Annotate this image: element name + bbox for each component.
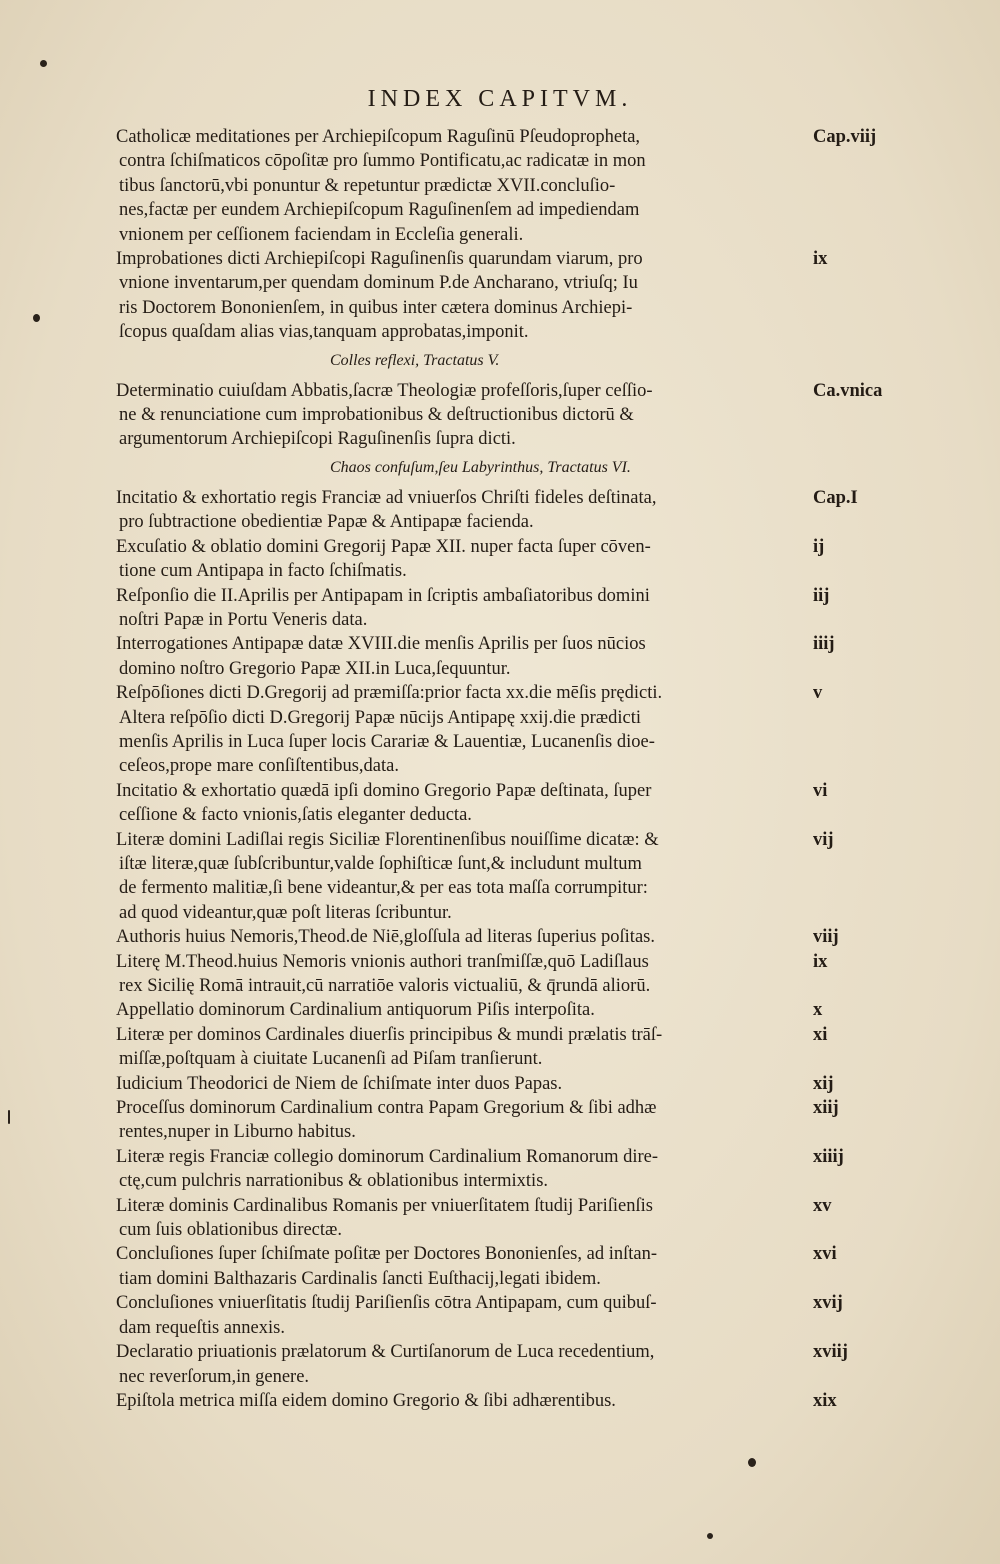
entry-line: Literæ dominis Cardinalibus Romanis per vniuerſitatem ſtudij Pariſienſis xyxy=(116,1195,653,1216)
chapter-number: xv xyxy=(813,1195,832,1216)
index-entry xyxy=(116,584,986,633)
entry-line: Literę M.Theod.huius Nemoris vnionis authori tranſmiſſæ,quō Ladiſlaus xyxy=(116,951,649,972)
entry-line: Literæ per dominos Cardinales diuerſis principibus & mundi prælatis trāſ- xyxy=(116,1024,663,1045)
index-entry xyxy=(116,1340,986,1389)
entry-line: rentes,nuper in Liburno habitus. xyxy=(119,1122,356,1143)
index-entry xyxy=(116,535,986,584)
entry-line: dam requeſtis annexis. xyxy=(119,1317,285,1338)
entry-line: contra ſchiſmaticos cōpoſitæ pro ſummo Pontificatu,ac radicatæ in mon xyxy=(119,151,646,172)
index-entry xyxy=(116,950,986,999)
chapter-number: ij xyxy=(813,536,825,557)
entry-line: menſis Aprilis in Luca ſuper locis Carariæ & Lauentiæ, Lucanenſis dioe- xyxy=(119,731,655,752)
index-entry xyxy=(116,925,986,949)
chapter-number: ix xyxy=(813,951,828,972)
entry-line: argumentorum Archiepiſcopi Raguſinenſis ſupra dicti. xyxy=(119,429,516,450)
index-entry xyxy=(116,1242,986,1291)
entry-line: Authoris huius Nemoris,Theod.de Niē,gloſſula ad literas ſuperius poſitas. xyxy=(116,927,655,948)
chapter-number: Cap.I xyxy=(813,487,858,508)
index-entry xyxy=(116,1072,986,1096)
entry-line: Reſpōſiones dicti D.Gregorij ad præmiſſa:prior facta xx.die mēſis prędicti. xyxy=(116,683,663,704)
entry-line: Excuſatio & oblatio domini Gregorij Papæ XII. nuper facta ſuper cōven- xyxy=(116,536,651,557)
ink-speck xyxy=(8,1110,10,1124)
entry-line: ceſeos,prope mare conſiſtentibus,data. xyxy=(119,756,399,777)
chapter-number: xvij xyxy=(813,1293,843,1314)
entry-line: ad quod videantur,quæ poſt literas ſcribuntur. xyxy=(119,902,452,923)
entry-line: nec reverſorum,in genere. xyxy=(119,1366,310,1387)
entry-line: cum ſuis oblationibus directæ. xyxy=(119,1220,343,1241)
entry-line: tiam domini Balthazaris Cardinalis ſancti Euſthacij,legati ibidem. xyxy=(119,1268,601,1289)
section-heading: Colles reflexi, Tractatus V. xyxy=(330,351,500,369)
index-entry xyxy=(116,779,986,828)
ink-speck xyxy=(748,1458,756,1467)
chapter-number: xi xyxy=(813,1024,828,1045)
entry-line: Declaratio priuationis prælatorum & Curtiſanorum de Luca recedentium, xyxy=(116,1342,655,1363)
ink-speck xyxy=(707,1533,713,1539)
chapter-number: Cap.viij xyxy=(813,127,877,147)
ink-speck xyxy=(33,314,40,322)
index-entry xyxy=(116,632,986,681)
entry-line: de fermento malitiæ,ſi bene videantur,& per eas tota maſſa corrumpitur: xyxy=(119,878,648,899)
entry-line: Interrogationes Antipapæ datæ XVIII.die menſis Aprilis per ſuos nūcios xyxy=(116,634,646,655)
entry-line: vnionem per ceſſionem faciendam in Eccleſia generali. xyxy=(119,224,524,245)
index-entry xyxy=(116,379,986,452)
chapter-number: xij xyxy=(813,1073,834,1094)
index-entry xyxy=(116,998,986,1022)
entry-line: ris Doctorem Bononienſem, in quibus inter cætera dominus Archiepi- xyxy=(119,297,633,318)
entry-line: Catholicæ meditationes per Archiepiſcopum Raguſinū Pſeudopropheta, xyxy=(116,127,641,147)
chapter-number: Ca.vnica xyxy=(813,380,883,401)
section-heading: Chaos confuſum,ſeu Labyrinthus, Tractatus VI. xyxy=(330,458,631,476)
entry-line: Incitatio & exhortatio quædā ipſi domino Gregorio Papæ deſtinata, ſuper xyxy=(116,780,652,801)
entry-line: nes,factæ per eundem Archiepiſcopum Raguſinenſem ad impediendam xyxy=(119,200,640,221)
chapter-number: xvi xyxy=(813,1244,837,1265)
page-header: INDEX CAPITVM. xyxy=(367,86,633,112)
entry-line: Literæ regis Franciæ collegio dominorum Cardinalium Romanorum dire- xyxy=(116,1146,659,1167)
index-entry xyxy=(116,247,986,345)
entry-line: rex Sicilię Romā intrauit,cū narratiōe valoris victualiū, & q̄rundā aliorū. xyxy=(119,976,651,996)
index-entry xyxy=(116,828,986,926)
index-entry xyxy=(116,1291,986,1340)
entry-line: Determinatio cuiuſdam Abbatis,ſacræ Theologiæ profeſſoris,ſuper ceſſio- xyxy=(116,380,653,401)
entry-line: Altera reſpōſio dicti D.Gregorij Papæ nūcijs Antipapę xxij.die prædicti xyxy=(119,707,642,728)
index-entry xyxy=(116,1096,986,1145)
entry-line: Incitatio & exhortatio regis Franciæ ad vniuerſos Chriſti fideles deſtinata, xyxy=(116,487,657,508)
index-entry xyxy=(116,1023,986,1072)
chapter-number: xiiij xyxy=(813,1146,844,1167)
entry-line: Proceſſus dominorum Cardinalium contra Papam Gregorium & ſibi adhæ xyxy=(116,1098,657,1119)
index-entry xyxy=(116,1389,986,1413)
chapter-number: xiij xyxy=(813,1098,839,1119)
entry-line: vnione inventarum,per quendam dominum P.de Ancharano, vtriuſq; Iu xyxy=(119,273,638,294)
entry-line: Concluſiones ſuper ſchiſmate poſitæ per Doctores Bononienſes, ad inſtan- xyxy=(116,1244,658,1265)
entry-line: iſtæ literæ,quæ ſubſcribuntur,valde ſophiſticæ ſunt,& includunt multum xyxy=(119,853,642,874)
entry-line: tione cum Antipapa in facto ſchiſmatis. xyxy=(119,561,407,582)
chapter-number: vi xyxy=(813,780,828,801)
chapter-number: xviij xyxy=(813,1342,848,1363)
entry-line: Appellatio dominorum Cardinalium antiquorum Piſis interpoſita. xyxy=(116,1000,595,1021)
entry-line: Epiſtola metrica miſſa eidem domino Gregorio & ſibi adhærentibus. xyxy=(116,1390,616,1411)
index-entry xyxy=(116,1194,986,1243)
index-entry xyxy=(116,125,986,247)
index-entry xyxy=(116,486,986,535)
entry-line: Reſponſio die II.Aprilis per Antipapam in ſcriptis ambaſiatoribus domini xyxy=(116,585,650,606)
chapter-number: viij xyxy=(813,927,839,948)
entry-line: noſtri Papæ in Portu Veneris data. xyxy=(119,609,368,630)
ink-speck xyxy=(40,60,47,67)
index-entries xyxy=(116,125,996,1413)
entry-line: ſcopus quaſdam alias vias,tanquam approbatas,imponit. xyxy=(119,322,529,343)
entry-line: ctę,cum pulchris narrationibus & oblationibus intermixtis. xyxy=(119,1171,549,1192)
chapter-number: ix xyxy=(813,249,828,270)
entry-line: Iudicium Theodorici de Niem de ſchiſmate inter duos Papas. xyxy=(116,1073,563,1094)
chapter-number: iij xyxy=(813,585,830,606)
entry-line: ceſſione & facto vnionis,ſatis eleganter deducta. xyxy=(119,805,472,826)
index-entry xyxy=(116,681,986,779)
entry-line: Literæ domini Ladiſlai regis Siciliæ Florentinenſibus nouiſſime dicatæ: & xyxy=(116,829,659,850)
chapter-number: x xyxy=(813,1000,823,1021)
entry-line: miſſæ,poſtquam à ciuitate Lucanenſi ad Piſam tranſierunt. xyxy=(119,1049,543,1070)
entry-line: domino noſtro Gregorio Papæ XII.in Luca,ſequuntur. xyxy=(119,658,511,679)
chapter-number: vij xyxy=(813,829,834,850)
chapter-number: v xyxy=(813,683,823,704)
chapter-number: iiij xyxy=(813,634,835,655)
entry-line: pro ſubtractione obedientiæ Papæ & Antipapæ facienda. xyxy=(119,512,534,533)
entry-line: ne & renunciatione cum improbationibus & deſtructionibus dictorū & xyxy=(119,405,634,426)
entry-line: Improbationes dicti Archiepiſcopi Raguſinenſis quarundam viarum, pro xyxy=(116,249,643,270)
entry-line: tibus ſanctorū,vbi ponuntur & repetuntur prædictæ XVII.concluſio- xyxy=(119,175,616,196)
entry-line: Concluſiones vniuerſitatis ſtudij Pariſienſis cōtra Antipapam, cum quibuſ- xyxy=(116,1293,657,1314)
index-entry xyxy=(116,1145,986,1194)
chapter-number: xix xyxy=(813,1390,837,1411)
